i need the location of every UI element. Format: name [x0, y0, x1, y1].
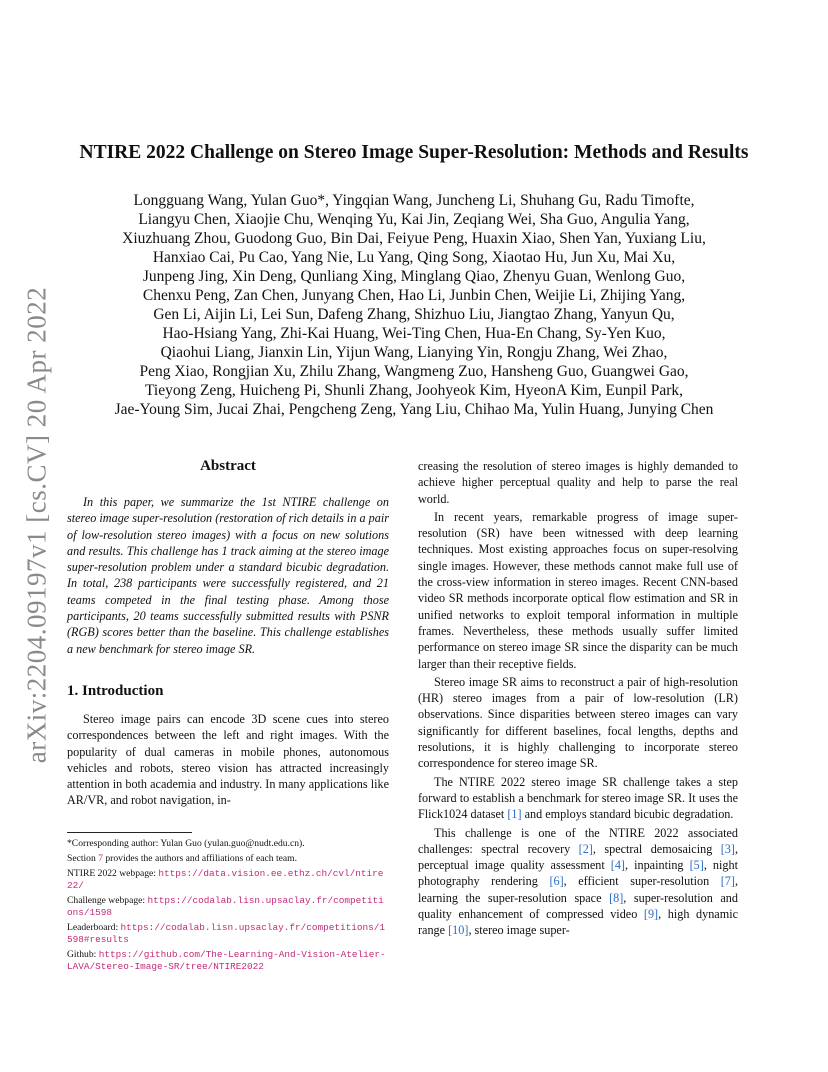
author-line: Xiuzhuang Zhou, Guodong Guo, Bin Dai, Feiyue Peng, Huaxin Xiao, Shen Yan, Yuxiang Liu, — [122, 230, 706, 247]
citation-link[interactable]: [4] — [610, 858, 625, 873]
github-link[interactable]: https://github.com/The-Learning-And-Vision-Atelier-LAVA/Stereo-Image-SR/tree/NTIRE2022 — [67, 949, 386, 972]
abstract-heading: Abstract — [200, 458, 256, 474]
footnote-challenge-webpage: Challenge webpage: https://codalab.lisn.upsaclay.fr/competitions/1598 — [67, 895, 384, 918]
author-line: Jae-Young Sim, Jucai Zhai, Pengcheng Zeng, Yang Liu, Chihao Ma, Yulin Huang, Junying Chen — [114, 401, 714, 418]
citation-link[interactable]: [5] — [689, 858, 704, 873]
author-line: Peng Xiao, Rongjian Xu, Zhilu Zhang, Wangmeng Zuo, Hansheng Guo, Guangwei Gao, — [139, 363, 689, 380]
footnote-corresponding-author: *Corresponding author: Yulan Guo (yulan.guo@nudt.edu.cn). — [67, 838, 305, 849]
continued-paragraph: creasing the resolution of stereo images is highly demanded to achieve higher perceptual quality and help to parse the real world. — [418, 459, 738, 506]
section-link[interactable]: 7 — [98, 853, 103, 864]
abstract-text: In this paper, we summarize the 1st NTIRE challenge on stereo image super-resolution (restoration of rich details in a pair of low-resolution stereo images) with a focus on new solutions and results. This challenge has 1 track aiming at the stereo image super-resolution problem under a standard bicubic degradation. In total, 238 participants were successfully registered, and 21 teams competed in the final testing phase. Among those participants, 20 teams successfully submitted results with PSNR (RGB) scores better than the baseline. This challenge establishes a new benchmark for stereo image SR. — [67, 495, 389, 656]
citation-link[interactable]: [3] — [720, 841, 735, 856]
author-line: Qiaohui Liang, Jianxin Lin, Yijun Wang, Lianying Yin, Rongju Zhang, Wei Zhao, — [160, 344, 668, 361]
leaderboard-link[interactable]: https://codalab.lisn.upsaclay.fr/competitions/1598#results — [67, 922, 385, 945]
author-list — [60, 191, 768, 419]
paragraph-recent-progress: In recent years, remarkable progress of image super-resolution (SR) have been witnessed with deep learning techniques. Most existing approaches focus on super-resolving single images. However, these methods cannot make full use of the cross-view information in stereo images. Recent CNN-based video SR methods incorporate optical flow estimation and SR in unified networks to exploit temporal information in multiple frames. Nevertheless, these methods usually suffer limited performance on stereo image SR since the disparity can be much larger than their receptive fields. — [418, 509, 738, 671]
author-line: Gen Li, Aijin Li, Lei Sun, Dafeng Zhang, Shizhuo Liu, Jiangtao Zhang, Yanyun Qu, — [153, 306, 675, 323]
author-line: Junpeng Jing, Xin Deng, Qunliang Xing, Minglang Qiao, Zhenyu Guan, Wenlong Guo, — [142, 268, 686, 285]
left-column — [67, 458, 389, 809]
ntire-webpage-link[interactable]: https://data.vision.ee.ethz.ch/cvl/ntire22/ — [67, 868, 384, 891]
arxiv-identifier-stamp — [22, 285, 52, 765]
citation-link[interactable]: [7] — [720, 874, 735, 889]
arxiv-identifier-text: arXiv:2204.09197v1 [cs.CV] 20 Apr 2022 — [21, 286, 52, 764]
citation-link[interactable]: [9] — [643, 907, 659, 922]
paragraph-associated-challenges: This challenge is one of the NTIRE 2022 associated challenges: spectral recovery [2], spectral demosaicing [3], perceptual image quality assessment [4], inpainting [5], night photography rendering [6], efficient super-resolution [7], learning the super-resolution space [8], super-resolution and quality enhancement of compressed video [9], high dynamic range [10], stereo image super- — [418, 825, 738, 938]
author-line: Longguang Wang, Yulan Guo*, Yingqian Wang, Juncheng Li, Shuhang Gu, Radu Timofte, — [133, 192, 695, 209]
paragraph-stereo-sr-aims: Stereo image SR aims to reconstruct a pair of high-resolution (HR) stereo images from a pair of low-resolution (LR) observations. Since disparities between stereo images can vary significantly for different baselines, focal lengths, depths and resolutions, it is highly challenging to incorporate stereo correspondence for stereo image SR. — [418, 674, 738, 771]
author-line: Hanxiao Cai, Pu Cao, Yang Nie, Lu Yang, Qing Song, Xiaotao Hu, Jun Xu, Mai Xu, — [152, 249, 676, 266]
author-line: Hao-Hsiang Yang, Zhi-Kai Huang, Wei-Ting Chen, Hua-En Chang, Sy-Yen Kuo, — [162, 325, 666, 342]
footnote-github: Github: https://github.com/The-Learning-And-Vision-Atelier-LAVA/Stereo-Image-SR/tree/NTIRE2022 — [67, 949, 386, 972]
author-line: Liangyu Chen, Xiaojie Chu, Wenqing Yu, Kai Jin, Zeqiang Wei, Sha Guo, Angulia Yang, — [138, 211, 690, 228]
author-line: Chenxu Peng, Zan Chen, Junyang Chen, Hao Li, Junbin Chen, Weijie Li, Zhijing Yang, — [142, 287, 686, 304]
introduction-paragraph: Stereo image pairs can encode 3D scene cues into stereo correspondences between the left and right images. With the popularity of dual cameras in mobile phones, autonomous vehicles and robots, stereo vision has attracted increasingly attention in both academia and industry. In many applications like AR/VR, and robot navigation, in- — [67, 711, 389, 808]
footnote-divider — [67, 832, 192, 833]
citation-link[interactable]: [6] — [549, 874, 564, 889]
right-column — [418, 458, 738, 939]
citation-link[interactable]: [1] — [507, 807, 522, 822]
footnote-leaderboard: Leaderboard: https://codalab.lisn.upsaclay.fr/competitions/1598#results — [67, 922, 385, 945]
citation-link[interactable]: [2] — [578, 841, 593, 856]
author-line: Tieyong Zeng, Huicheng Pi, Shunli Zhang, Joohyeok Kim, HyeonA Kim, Eunpil Park, — [144, 382, 684, 399]
footnotes — [67, 832, 389, 976]
challenge-webpage-link[interactable]: https://codalab.lisn.upsaclay.fr/competitions/1598 — [67, 895, 384, 918]
paper-title: NTIRE 2022 Challenge on Stereo Image Super-Resolution: Methods and Results — [79, 142, 749, 163]
footnote-section-ref: Section 7 provides the authors and affiliations of each team. — [67, 853, 298, 864]
paragraph-ntire-challenge: The NTIRE 2022 stereo image SR challenge takes a step forward to establish a benchmark for stereo image SR. It uses the Flick1024 dataset [1] and employs standard bicubic degradation. — [418, 774, 738, 822]
footnote-ntire-webpage: NTIRE 2022 webpage: https://data.vision.ee.ethz.ch/cvl/ntire22/ — [67, 868, 384, 891]
citation-link[interactable]: [10] — [448, 923, 469, 938]
citation-link[interactable]: [8] — [609, 890, 624, 905]
introduction-heading: 1. Introduction — [67, 682, 164, 699]
